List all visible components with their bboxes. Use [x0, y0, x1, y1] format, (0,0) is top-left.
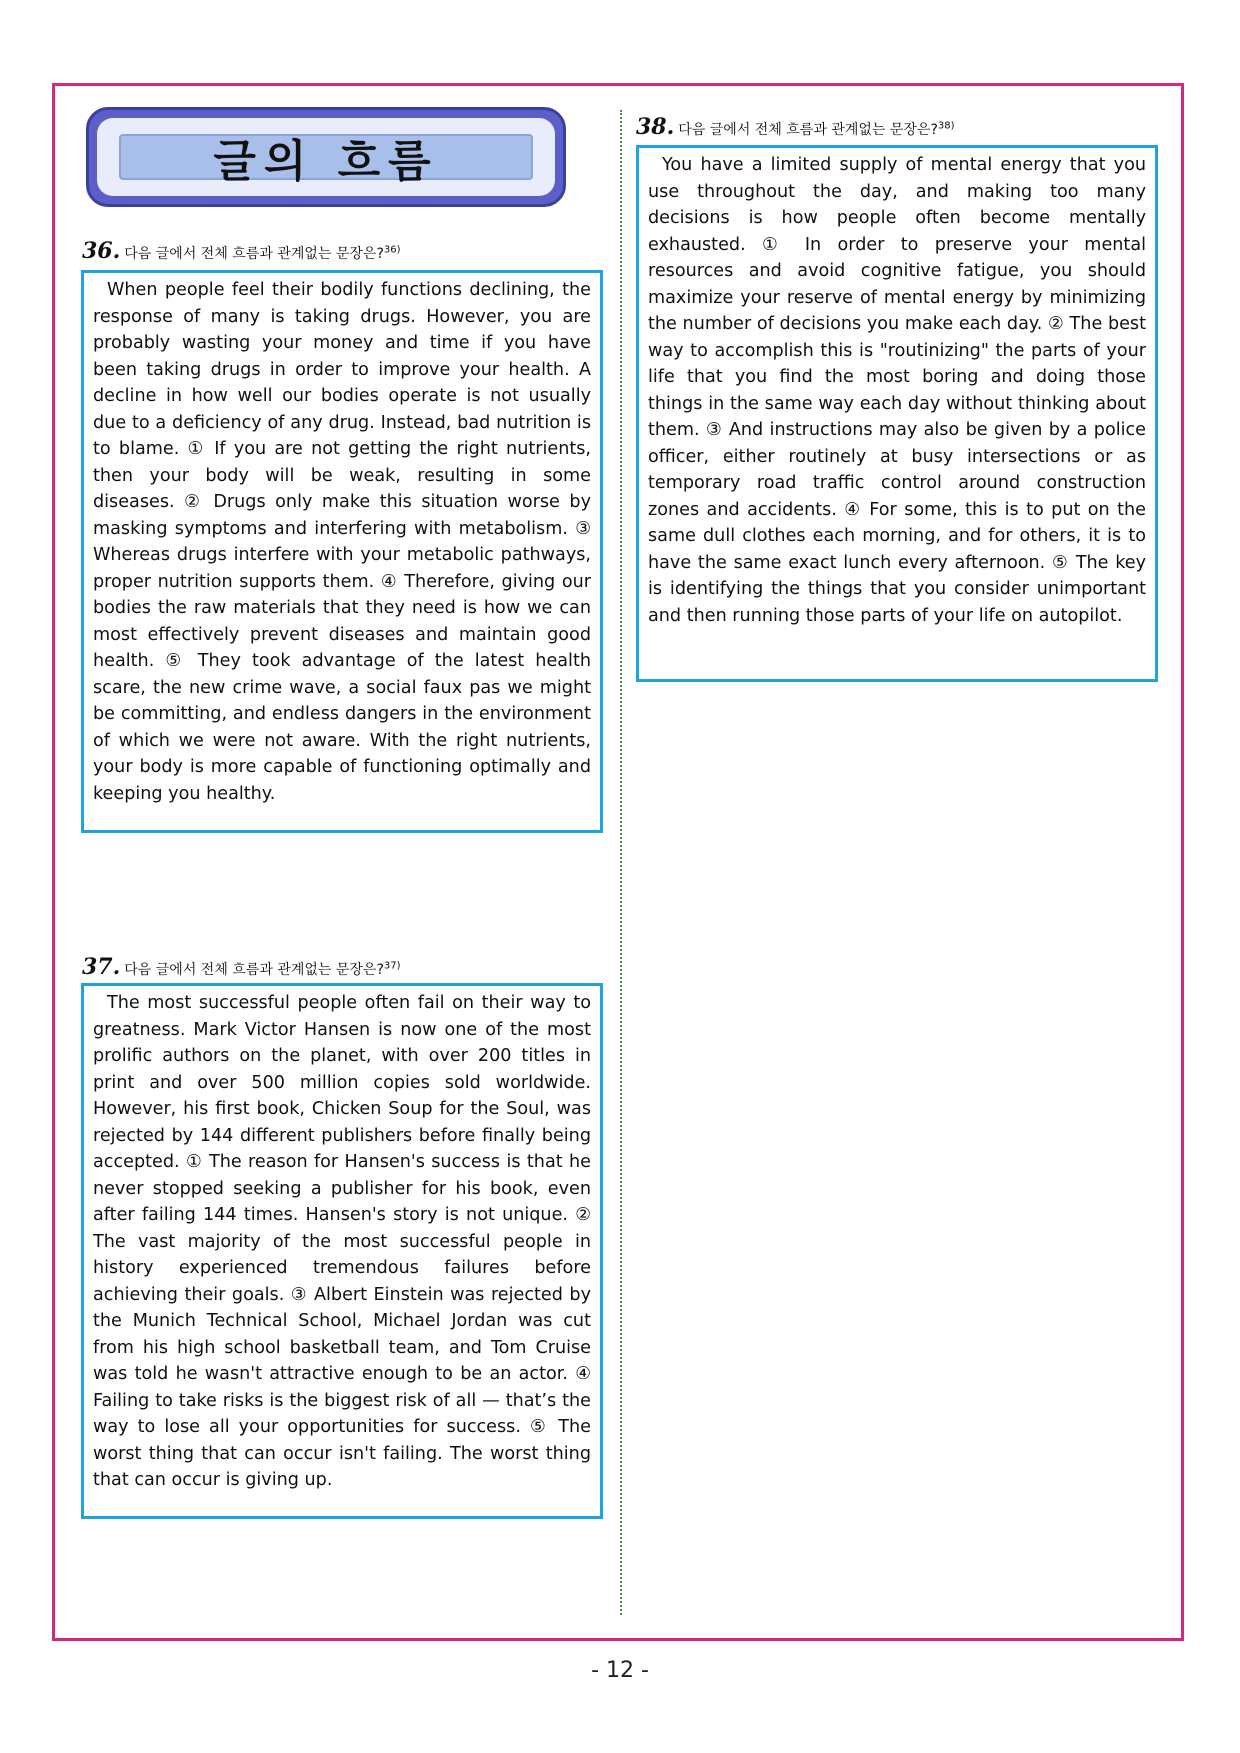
passage-box-37	[81, 983, 603, 1519]
section-title: 글의 흐름	[213, 136, 439, 187]
question-heading-38	[636, 114, 955, 140]
passage-text: When people feel their bodily functions declining, the response of many is taking drugs. However, you are probably wasting your money and time if you have been taking drugs in order to improve your health. A decline in how well our bodies operate is not usually due to a deficiency of any drug. Instead, bad nutrition is to blame. ① If you are not getting the right nutrients, then your body will be weak, resulting in some diseases. ② Drugs only make this situation worse by masking symptoms and interfering with metabolism. ③ Whereas drugs interfere with your metabolic pathways, proper nutrition supports them. ④ Therefore, giving our bodies the raw materials that they need is how we can most effectively prevent diseases and maintain good health. ⑤ They took advantage of the latest health scare, the new crime wave, a social faux pas we might be committing, and endless dangers in the environment of which we were not aware. With the right nutrients, your body is more capable of functioning optimally and keeping you healthy.	[93, 280, 591, 804]
question-footnote-ref: 36)	[383, 244, 401, 256]
page-number: - 12 -	[591, 1658, 649, 1683]
question-footnote-ref: 38)	[937, 120, 955, 132]
passage-box-38	[636, 145, 1158, 682]
question-number: 37.	[82, 954, 121, 980]
question-heading-36	[82, 238, 401, 264]
passage-box-36	[81, 270, 603, 833]
question-heading-37	[82, 954, 401, 980]
question-prompt: 다음 글에서 전체 흐름과 관계없는 문장은?	[124, 246, 384, 262]
question-number: 38.	[636, 114, 675, 140]
question-number: 36.	[82, 238, 121, 264]
banner-frame	[97, 118, 555, 196]
passage-text: You have a limited supply of mental energy that you use throughout the day, and making too many decisions is how people often become mentally exhausted. ① In order to preserve your mental resources and avoid cognitive fatigue, you should maximize your reserve of mental energy by minimizing the number of decisions you make each day. ② The best way to accomplish this is "routinizing" the parts of your life that you find the most boring and doing those things in the same way each day without thinking about them. ③ And instructions may also be given by a police officer, either routinely at busy intersections or as temporary road traffic control around construction zones and accidents. ④ For some, this is to put on the same dull clothes each morning, and for others, it is to have the same exact lunch every afternoon. ⑤ The key is identifying the things that you consider unimportant and then running those parts of your life on autopilot.	[648, 155, 1146, 626]
question-prompt: 다음 글에서 전체 흐름과 관계없는 문장은?	[678, 122, 938, 138]
section-banner	[86, 107, 566, 207]
question-footnote-ref: 37)	[383, 960, 401, 972]
passage-text: The most successful people often fail on their way to greatness. Mark Victor Hansen is now one of the most prolific authors on the planet, with over 200 titles in print and over 500 million copies sold worldwide. However, his first book, Chicken Soup for the Soul, was rejected by 144 different publishers before finally being accepted. ① The reason for Hansen's success is that he never stopped seeking a publisher for his book, even after failing 144 times. Hansen's story is not unique. ② The vast majority of the most successful people in history experienced tremendous failures before achieving their goals. ③ Albert Einstein was rejected by the Munich Technical School, Michael Jordan was cut from his high school basketball team, and Tom Cruise was told he wasn't attractive enough to be an actor. ④ Failing to take risks is the biggest risk of all — that’s the way to lose all your opportunities for success. ⑤ The worst thing that can occur isn't failing. The worst thing that can occur is giving up.	[93, 993, 591, 1490]
column-divider	[620, 110, 622, 1615]
question-prompt: 다음 글에서 전체 흐름과 관계없는 문장은?	[124, 962, 384, 978]
banner-inner	[119, 134, 533, 187]
